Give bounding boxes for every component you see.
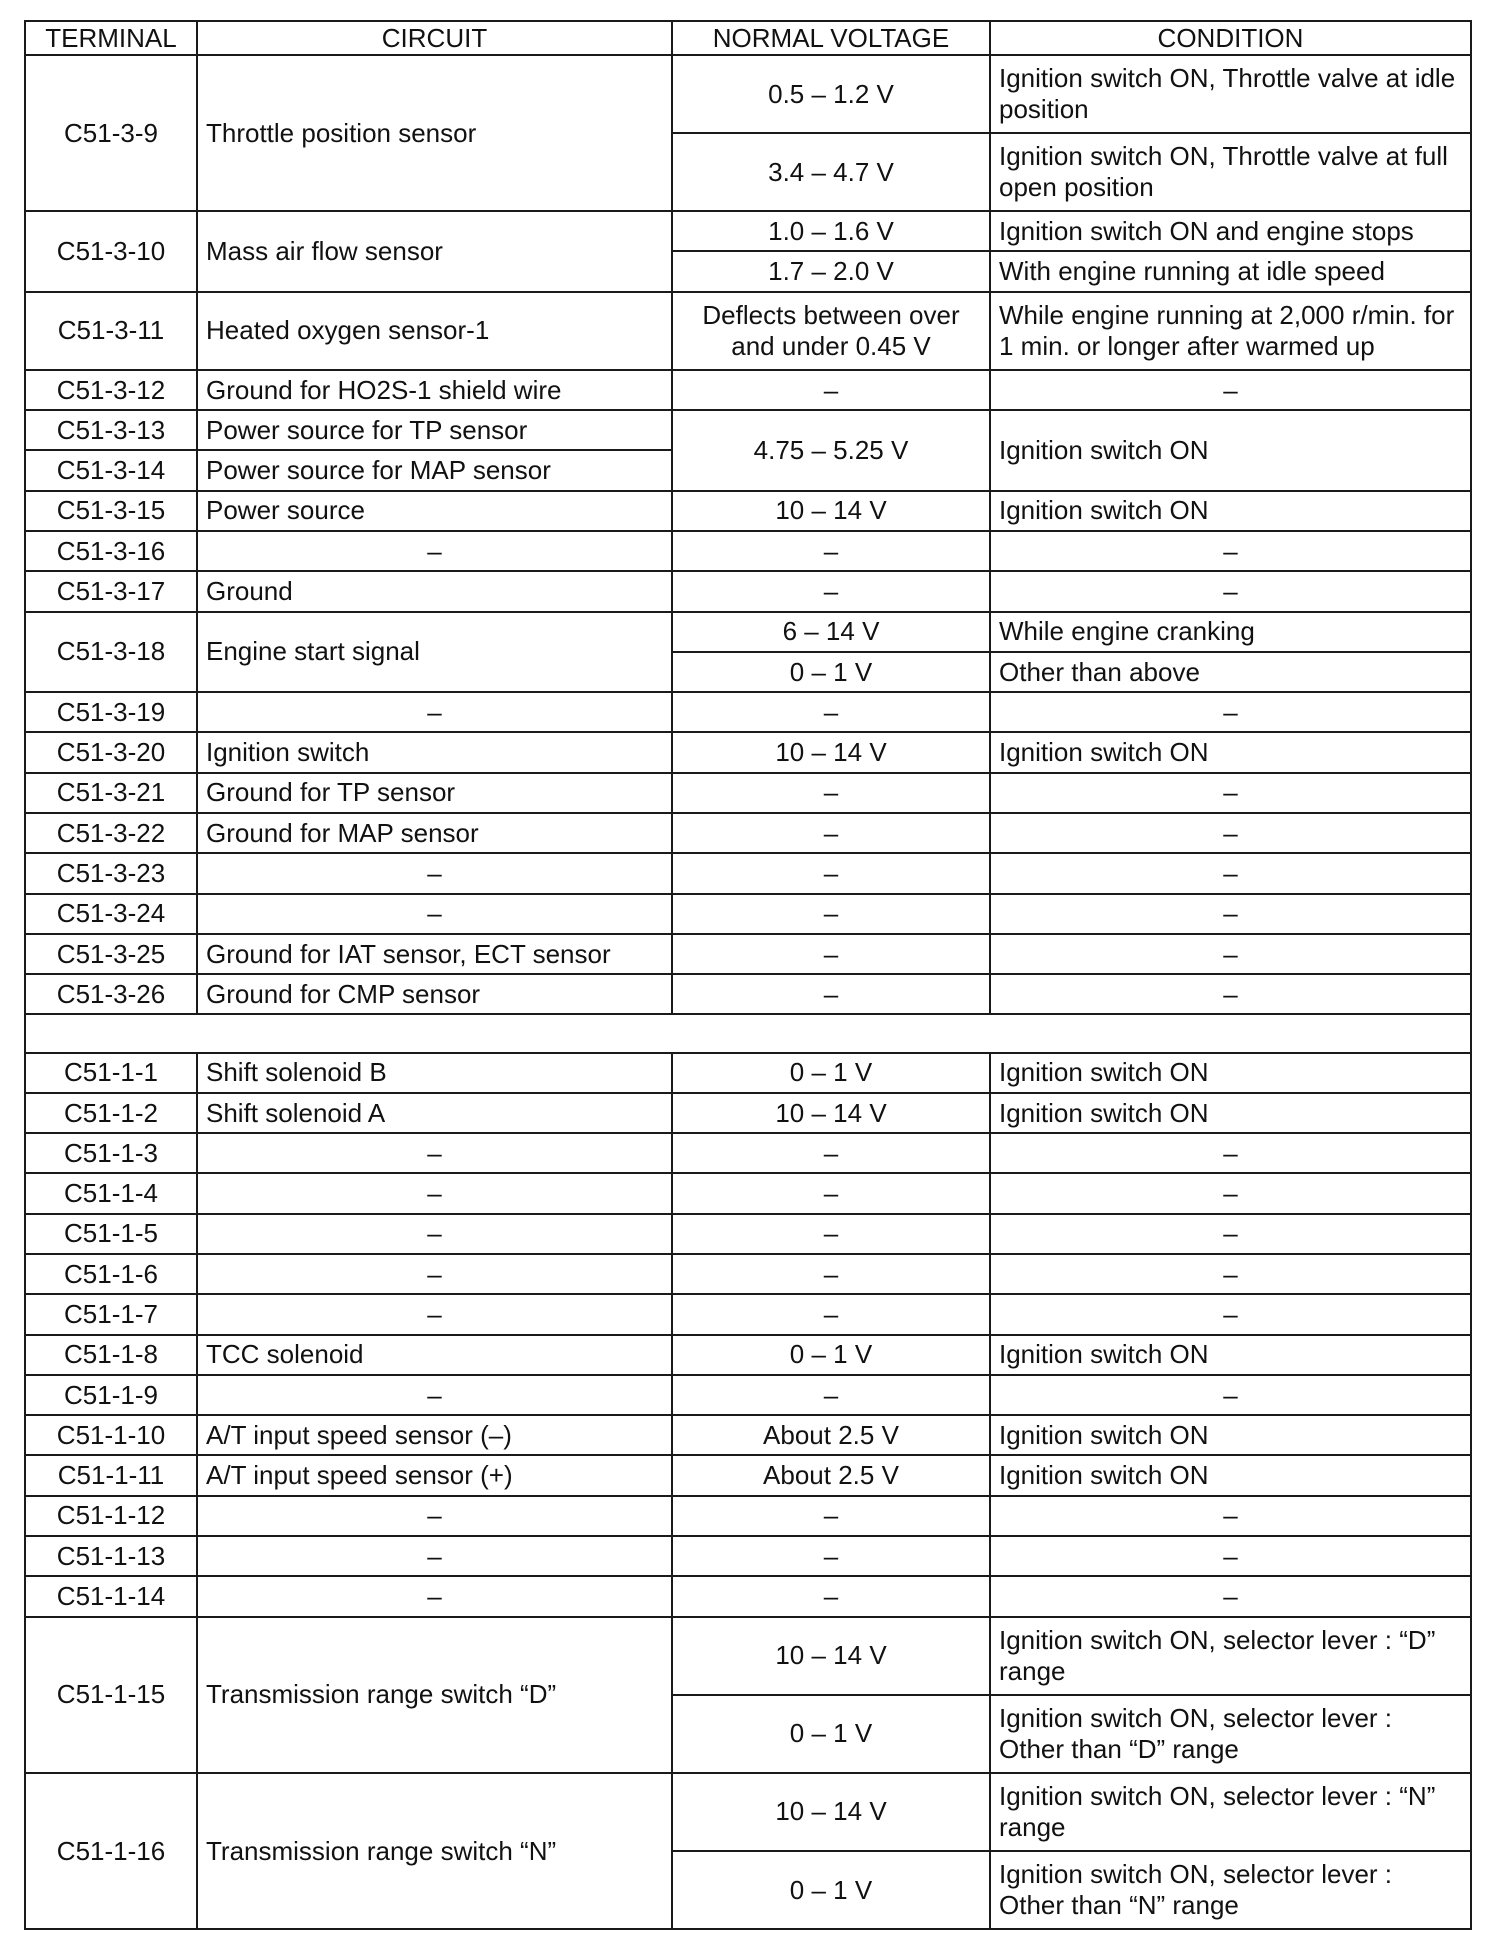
table-row (25, 692, 1471, 732)
circuit-cell: – (197, 1496, 672, 1536)
circuit-cell: A/T input speed sensor (+) (197, 1455, 672, 1495)
voltage-cell: – (672, 1375, 990, 1415)
condition-cell: – (990, 692, 1471, 732)
table-row (25, 571, 1471, 611)
voltage-cell: – (672, 1576, 990, 1616)
terminal-cell: C51-3-9 (25, 55, 197, 211)
voltage-cell: About 2.5 V (672, 1415, 990, 1455)
condition-cell: – (990, 1294, 1471, 1334)
condition-cell: – (990, 1576, 1471, 1616)
voltage-cell: – (672, 531, 990, 571)
table-row (25, 1617, 1471, 1695)
voltage-cell: 10 – 14 V (672, 491, 990, 531)
circuit-cell: Ground for IAT sensor, ECT sensor (197, 934, 672, 974)
voltage-cell: – (672, 1214, 990, 1254)
voltage-cell: 1.7 – 2.0 V (672, 251, 990, 291)
terminal-cell: C51-1-16 (25, 1773, 197, 1929)
table-row (25, 813, 1471, 853)
circuit-cell: Shift solenoid A (197, 1093, 672, 1133)
voltage-cell: 0 – 1 V (672, 1335, 990, 1375)
terminal-cell: C51-3-10 (25, 211, 197, 292)
table-row (25, 1415, 1471, 1455)
terminal-cell: C51-1-2 (25, 1093, 197, 1133)
voltage-cell: – (672, 1536, 990, 1576)
condition-cell: – (990, 531, 1471, 571)
condition-cell: – (990, 1496, 1471, 1536)
circuit-cell: – (197, 1576, 672, 1616)
voltage-cell: – (672, 1133, 990, 1173)
condition-cell: Ignition switch ON, selector lever : “D” range (990, 1617, 1471, 1695)
table-row (25, 531, 1471, 571)
circuit-cell: – (197, 1214, 672, 1254)
circuit-cell: Power source for MAP sensor (197, 450, 672, 490)
condition-cell: Ignition switch ON (990, 1053, 1471, 1093)
terminal-cell: C51-1-13 (25, 1536, 197, 1576)
header-circuit: CIRCUIT (197, 21, 672, 55)
terminal-cell: C51-1-15 (25, 1617, 197, 1773)
condition-cell: – (990, 1133, 1471, 1173)
voltage-cell: – (672, 894, 990, 934)
voltage-cell: 10 – 14 V (672, 1093, 990, 1133)
separator-cell (25, 1014, 1471, 1052)
terminal-cell: C51-3-24 (25, 894, 197, 934)
table-row (25, 1375, 1471, 1415)
table-row (25, 1576, 1471, 1616)
terminal-cell: C51-3-13 (25, 410, 197, 450)
condition-cell: While engine cranking (990, 612, 1471, 652)
circuit-cell: Throttle position sensor (197, 55, 672, 211)
table-row (25, 974, 1471, 1014)
circuit-cell: Ground for MAP sensor (197, 813, 672, 853)
condition-cell: – (990, 1375, 1471, 1415)
circuit-cell: Ground (197, 571, 672, 611)
terminal-cell: C51-1-12 (25, 1496, 197, 1536)
terminal-cell: C51-1-14 (25, 1576, 197, 1616)
circuit-cell: Ground for CMP sensor (197, 974, 672, 1014)
voltage-cell: Deflects between over and under 0.45 V (672, 292, 990, 370)
terminal-cell: C51-1-1 (25, 1053, 197, 1093)
voltage-cell: – (672, 1294, 990, 1334)
condition-cell: – (990, 773, 1471, 813)
condition-cell: Ignition switch ON (990, 1455, 1471, 1495)
table-row (25, 410, 1471, 450)
terminal-cell: C51-3-19 (25, 692, 197, 732)
voltage-cell: – (672, 1254, 990, 1294)
condition-cell: Ignition switch ON and engine stops (990, 211, 1471, 251)
voltage-cell: 0 – 1 V (672, 1053, 990, 1093)
circuit-cell: Shift solenoid B (197, 1053, 672, 1093)
circuit-cell: Transmission range switch “D” (197, 1617, 672, 1773)
circuit-cell: Mass air flow sensor (197, 211, 672, 292)
condition-cell: – (990, 1536, 1471, 1576)
table-row (25, 1496, 1471, 1536)
terminal-cell: C51-1-11 (25, 1455, 197, 1495)
voltage-cell: 4.75 – 5.25 V (672, 410, 990, 491)
terminal-cell: C51-3-20 (25, 732, 197, 772)
voltage-cell: 0.5 – 1.2 V (672, 55, 990, 133)
terminal-cell: C51-3-26 (25, 974, 197, 1014)
circuit-cell: Power source for TP sensor (197, 410, 672, 450)
voltage-cell: – (672, 853, 990, 893)
condition-cell: – (990, 853, 1471, 893)
circuit-cell: Heated oxygen sensor-1 (197, 292, 672, 370)
voltage-cell: – (672, 571, 990, 611)
voltage-cell: 3.4 – 4.7 V (672, 133, 990, 211)
circuit-cell: Ignition switch (197, 732, 672, 772)
condition-cell: Ignition switch ON, selector lever : “N” range (990, 1773, 1471, 1851)
condition-cell: Ignition switch ON (990, 410, 1471, 491)
circuit-cell: Transmission range switch “N” (197, 1773, 672, 1929)
voltage-cell: 10 – 14 V (672, 1617, 990, 1695)
terminal-cell: C51-1-9 (25, 1375, 197, 1415)
table-row (25, 1133, 1471, 1173)
voltage-cell: – (672, 1496, 990, 1536)
condition-cell: Ignition switch ON (990, 1093, 1471, 1133)
condition-cell: – (990, 1173, 1471, 1213)
terminal-cell: C51-3-22 (25, 813, 197, 853)
circuit-cell: Ground for TP sensor (197, 773, 672, 813)
voltage-cell: 0 – 1 V (672, 652, 990, 692)
condition-cell: Ignition switch ON, selector lever : Other than “D” range (990, 1695, 1471, 1773)
terminal-cell: C51-1-8 (25, 1335, 197, 1375)
circuit-cell: Engine start signal (197, 612, 672, 693)
terminal-cell: C51-3-18 (25, 612, 197, 693)
circuit-cell: Ground for HO2S-1 shield wire (197, 370, 672, 410)
circuit-cell: – (197, 894, 672, 934)
terminal-cell: C51-1-3 (25, 1133, 197, 1173)
voltage-cell: – (672, 813, 990, 853)
terminal-cell: C51-1-7 (25, 1294, 197, 1334)
condition-cell: With engine running at idle speed (990, 251, 1471, 291)
circuit-cell: Power source (197, 491, 672, 531)
table-row (25, 370, 1471, 410)
table-row (25, 894, 1471, 934)
voltage-cell: 0 – 1 V (672, 1695, 990, 1773)
table-row (25, 491, 1471, 531)
condition-cell: While engine running at 2,000 r/min. for 1 min. or longer after warmed up (990, 292, 1471, 370)
circuit-cell: – (197, 1133, 672, 1173)
voltage-cell: – (672, 692, 990, 732)
voltage-cell: – (672, 773, 990, 813)
circuit-cell: – (197, 853, 672, 893)
voltage-cell: – (672, 934, 990, 974)
terminal-cell: C51-1-6 (25, 1254, 197, 1294)
condition-cell: – (990, 974, 1471, 1014)
header-condition: CONDITION (990, 21, 1471, 55)
voltage-cell: 1.0 – 1.6 V (672, 211, 990, 251)
terminal-cell: C51-3-16 (25, 531, 197, 571)
circuit-cell: – (197, 1173, 672, 1213)
voltage-cell: – (672, 1173, 990, 1213)
terminal-cell: C51-3-17 (25, 571, 197, 611)
table-row (25, 853, 1471, 893)
terminal-cell: C51-3-23 (25, 853, 197, 893)
terminal-cell: C51-1-4 (25, 1173, 197, 1213)
circuit-cell: – (197, 692, 672, 732)
circuit-cell: TCC solenoid (197, 1335, 672, 1375)
circuit-cell: – (197, 1536, 672, 1576)
table-row (25, 55, 1471, 133)
voltage-cell: – (672, 974, 990, 1014)
condition-cell: – (990, 571, 1471, 611)
condition-cell: Ignition switch ON, selector lever : Other than “N” range (990, 1851, 1471, 1929)
condition-cell: – (990, 894, 1471, 934)
table-row (25, 1536, 1471, 1576)
table-row (25, 1214, 1471, 1254)
terminal-cell: C51-3-25 (25, 934, 197, 974)
voltage-cell: – (672, 370, 990, 410)
table-row (25, 211, 1471, 251)
table-row (25, 1773, 1471, 1851)
terminal-cell: C51-1-5 (25, 1214, 197, 1254)
condition-cell: Ignition switch ON (990, 491, 1471, 531)
condition-cell: Ignition switch ON (990, 1335, 1471, 1375)
voltage-cell: 0 – 1 V (672, 1851, 990, 1929)
table-row (25, 1173, 1471, 1213)
table-row (25, 1294, 1471, 1334)
circuit-cell: A/T input speed sensor (–) (197, 1415, 672, 1455)
terminal-cell: C51-3-11 (25, 292, 197, 370)
condition-cell: Ignition switch ON, Throttle valve at full open position (990, 133, 1471, 211)
header-voltage: NORMAL VOLTAGE (672, 21, 990, 55)
table-row (25, 1455, 1471, 1495)
terminal-voltage-table (24, 20, 1472, 1930)
circuit-cell: – (197, 1375, 672, 1415)
condition-cell: Other than above (990, 652, 1471, 692)
condition-cell: – (990, 370, 1471, 410)
table-row (25, 1093, 1471, 1133)
voltage-cell: 6 – 14 V (672, 612, 990, 652)
voltage-cell: 10 – 14 V (672, 1773, 990, 1851)
table-row (25, 934, 1471, 974)
header-row (25, 21, 1471, 55)
condition-cell: – (990, 1254, 1471, 1294)
circuit-cell: – (197, 1254, 672, 1294)
circuit-cell: – (197, 531, 672, 571)
header-terminal: TERMINAL (25, 21, 197, 55)
condition-cell: Ignition switch ON (990, 732, 1471, 772)
terminal-cell: C51-3-15 (25, 491, 197, 531)
terminal-cell: C51-3-14 (25, 450, 197, 490)
table-row (25, 292, 1471, 370)
table-row (25, 612, 1471, 652)
voltage-cell: About 2.5 V (672, 1455, 990, 1495)
table-row (25, 732, 1471, 772)
condition-cell: Ignition switch ON (990, 1415, 1471, 1455)
table-row (25, 1053, 1471, 1093)
separator-row (25, 1014, 1471, 1052)
terminal-cell: C51-3-12 (25, 370, 197, 410)
condition-cell: – (990, 813, 1471, 853)
terminal-cell: C51-3-21 (25, 773, 197, 813)
circuit-cell: – (197, 1294, 672, 1334)
condition-cell: – (990, 934, 1471, 974)
table-row (25, 773, 1471, 813)
terminal-cell: C51-1-10 (25, 1415, 197, 1455)
voltage-cell: 10 – 14 V (672, 732, 990, 772)
condition-cell: – (990, 1214, 1471, 1254)
table-row (25, 1335, 1471, 1375)
condition-cell: Ignition switch ON, Throttle valve at idle position (990, 55, 1471, 133)
table-row (25, 1254, 1471, 1294)
